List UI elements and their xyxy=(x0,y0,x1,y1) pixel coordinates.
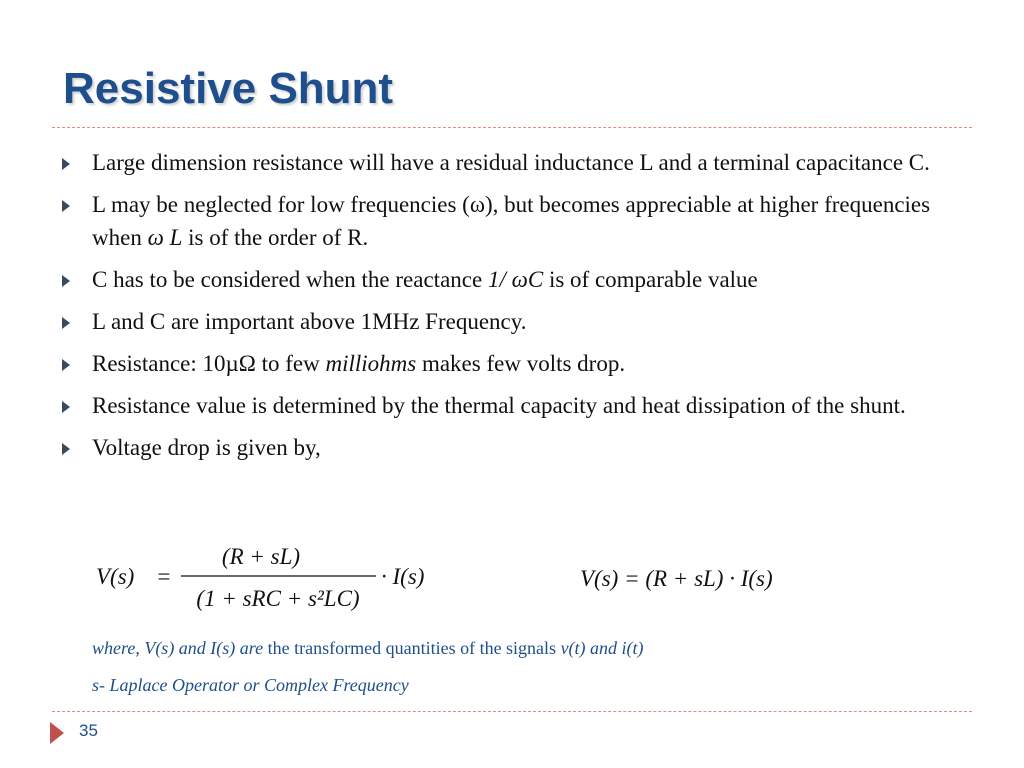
bullet-text: Large dimension resistance will have a residual inductance L and a terminal capacitance C. xyxy=(92,150,930,175)
page-number: 35 xyxy=(79,721,98,740)
bullet-arrow-icon xyxy=(62,401,70,413)
equation-denominator: (1 + sRC + s²LC) xyxy=(196,586,360,611)
bullet-item xyxy=(62,389,962,422)
footer-divider xyxy=(52,711,972,712)
bullet-item xyxy=(62,431,962,464)
equation-fraction-graphic xyxy=(96,540,446,620)
bullet-text: milliohms xyxy=(325,351,417,376)
bullet-text: Resistance value is determined by the thermal capacity and heat dissipation of the shunt. xyxy=(92,393,906,418)
bullet-text: Resistance: 10µΩ to few xyxy=(92,351,326,376)
equation-numerator: (R + sL) xyxy=(221,544,301,569)
bullet-arrow-icon xyxy=(62,200,70,212)
bullet-text: is of comparable value xyxy=(543,267,758,292)
bullet-arrow-icon xyxy=(62,158,70,170)
bullet-arrow-icon xyxy=(62,317,70,329)
note-definitions xyxy=(92,638,644,659)
bullet-item xyxy=(62,347,962,380)
bullet-text: 1/ ωC xyxy=(487,267,544,292)
bullet-text: C has to be considered when the reactance xyxy=(92,267,488,292)
bullet-item xyxy=(62,263,962,296)
bullet-arrow-icon xyxy=(62,275,70,287)
bullet-arrow-icon xyxy=(62,443,70,455)
slide-title: Resistive Shunt xyxy=(63,64,394,113)
note-laplace: s- Laplace Operator or Complex Frequency xyxy=(92,675,409,695)
bullet-text: L may be neglected for low frequencies (ω), but becomes appreciable at higher frequencies when xyxy=(92,192,931,250)
bullet-text: is of the order of R. xyxy=(182,225,369,250)
bullet-text: L and C are important above 1MHz Frequency. xyxy=(92,309,527,334)
bullet-list xyxy=(62,146,962,473)
equation-rhs: · I(s) xyxy=(381,564,425,589)
bullet-text: Voltage drop is given by, xyxy=(92,435,321,460)
bullet-text: makes few volts drop. xyxy=(416,351,626,376)
note-italic-a: where, V(s) and I(s) are xyxy=(92,638,264,658)
footer-triangle-icon xyxy=(50,722,64,744)
simplified-equation: V(s) = (R + sL) · I(s) xyxy=(580,566,773,591)
transfer-equation xyxy=(96,540,446,620)
bullet-text: ω L xyxy=(147,225,183,250)
equals-sign: = xyxy=(156,564,172,589)
bullet-item xyxy=(62,305,962,338)
equation-lhs: V(s) xyxy=(96,564,135,589)
note-italic-b: v(t) and i(t) xyxy=(560,638,644,658)
note-regular: the transformed quantities of the signals xyxy=(263,638,561,658)
bullet-arrow-icon xyxy=(62,359,70,371)
bullet-item xyxy=(62,146,962,179)
title-divider xyxy=(52,127,972,128)
bullet-item xyxy=(62,188,962,254)
